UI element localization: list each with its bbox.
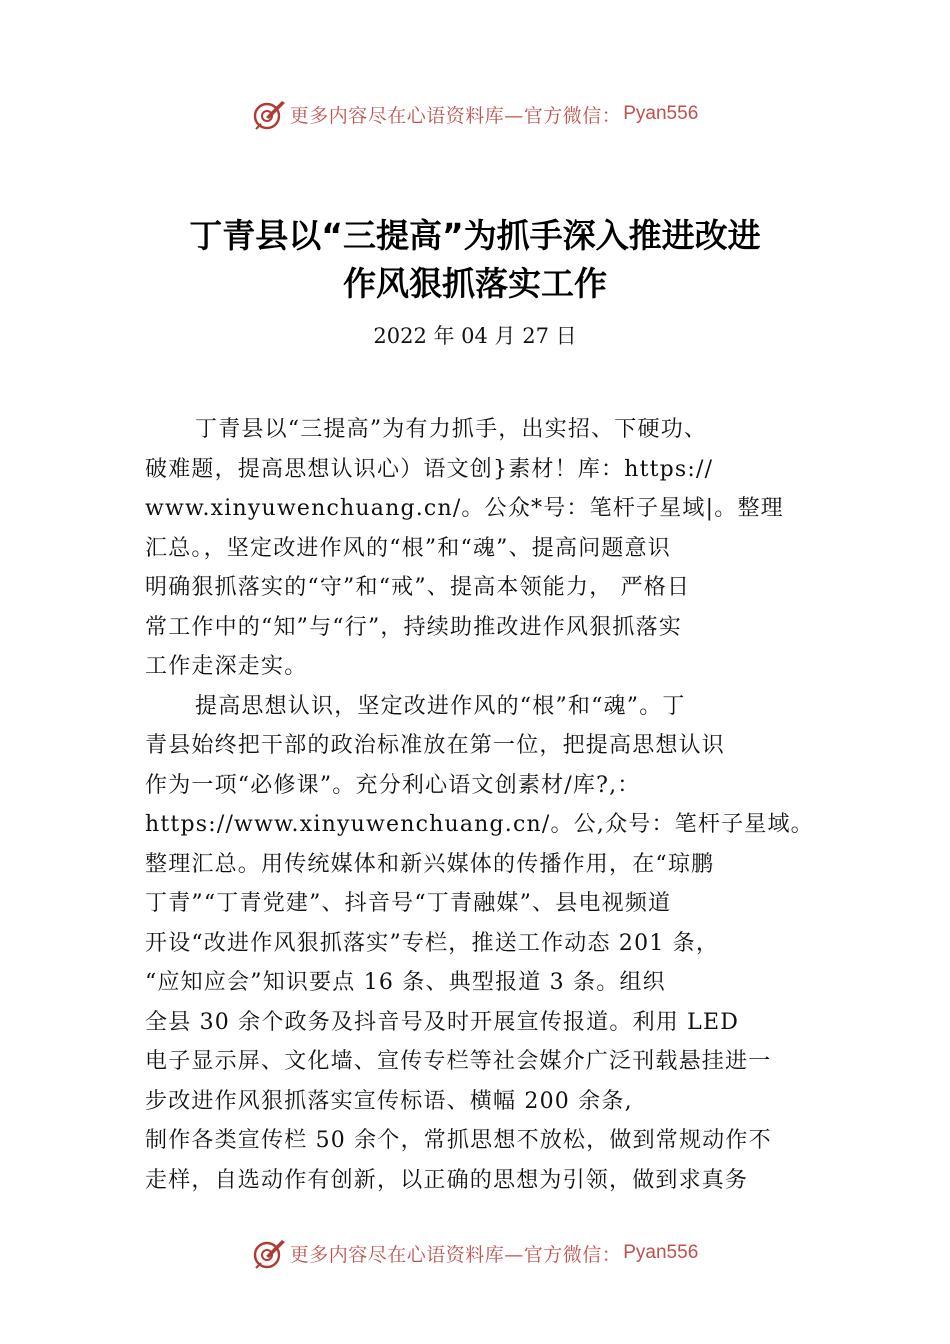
- body-line: 制作各类宣传栏 50 余个，常抓思想不放松，做到常规动作不: [145, 1128, 772, 1153]
- body-line: 工作走深走实。: [145, 654, 308, 679]
- body-line: 走样，自选动作有创新，以正确的思想为引领，做到求真务: [145, 1167, 749, 1193]
- body-line: 开设“改进作风狠抓落实”专栏，推送工作动态 201 条，: [145, 930, 720, 956]
- title-line-1: 丁青县以“三提高”为抓手深入推进改进: [189, 216, 761, 255]
- watermark-handle: Pyan556: [623, 103, 699, 124]
- body-line: 丁青”“丁青党建”、抖音号“丁青融媒”、县电视频道: [145, 891, 672, 916]
- body-line: 丁青县以“三提高”为有力抓手，出实招、下硬功、: [195, 417, 708, 442]
- watermark-banner-bottom: [0, 1233, 950, 1273]
- pen-seal-logo-icon: [252, 97, 286, 131]
- body-line: 常工作中的“知”与“行”，持续助推改进作风狠抓落实: [145, 614, 682, 640]
- body-line: https://www.xinyuwenchuang.cn/。公,众号：笔杆子星域。: [145, 812, 814, 837]
- watermark-handle: Pyan556: [623, 1242, 699, 1263]
- body-line: 步改进作风狠抓落实宣传标语、横幅 200 余条,: [145, 1088, 633, 1114]
- publish-date: 2022 年 04 月 27 日: [373, 324, 577, 348]
- title-line-2: 作风狠抓落实工作: [343, 264, 607, 303]
- pen-seal-logo-icon: [252, 1236, 286, 1270]
- body-line: 明确狠抓落实的“守”和“戒”、提高本领能力， 严格日: [145, 575, 691, 600]
- watermark-banner-top: [0, 94, 950, 134]
- body-line: 提高思想认识，坚定改进作风的“根”和“魂”。丁: [195, 693, 686, 719]
- watermark-text: 更多内容尽在心语资料库—官方微信：: [289, 104, 622, 127]
- body-line: 破难题，提高思想认识心）语文创}素材！库：https://: [145, 456, 714, 482]
- body-line: 作为一项“必修课”。充分利心语文创素材/库?,：: [145, 772, 641, 798]
- body-line: 全县 30 余个政务及抖音号及时开展宣传报道。利用 LED: [145, 1009, 740, 1035]
- body-line: 汇总。，坚定改进作风的“根”和“魂”、提高问题意识: [145, 535, 671, 561]
- body-line: 电子显示屏、文化墙、宣传专栏等社会媒介广泛刊载悬挂进一: [145, 1049, 772, 1074]
- body-line: “应知应会”知识要点 16 条、典型报道 3 条。组织: [145, 970, 666, 995]
- body-line: 整理汇总。用传统媒体和新兴媒体的传播作用，在“琼鹏: [145, 851, 715, 877]
- article-body: [145, 410, 821, 1200]
- body-line: www.xinyuwenchuang.cn/。公众*号：笔杆子星域|。整理: [145, 496, 784, 521]
- body-line: 青县始终把干部的政治标准放在第一位，把提高思想认识: [145, 733, 726, 758]
- document-title: [100, 212, 850, 308]
- watermark-text: 更多内容尽在心语资料库—官方微信：: [289, 1243, 622, 1266]
